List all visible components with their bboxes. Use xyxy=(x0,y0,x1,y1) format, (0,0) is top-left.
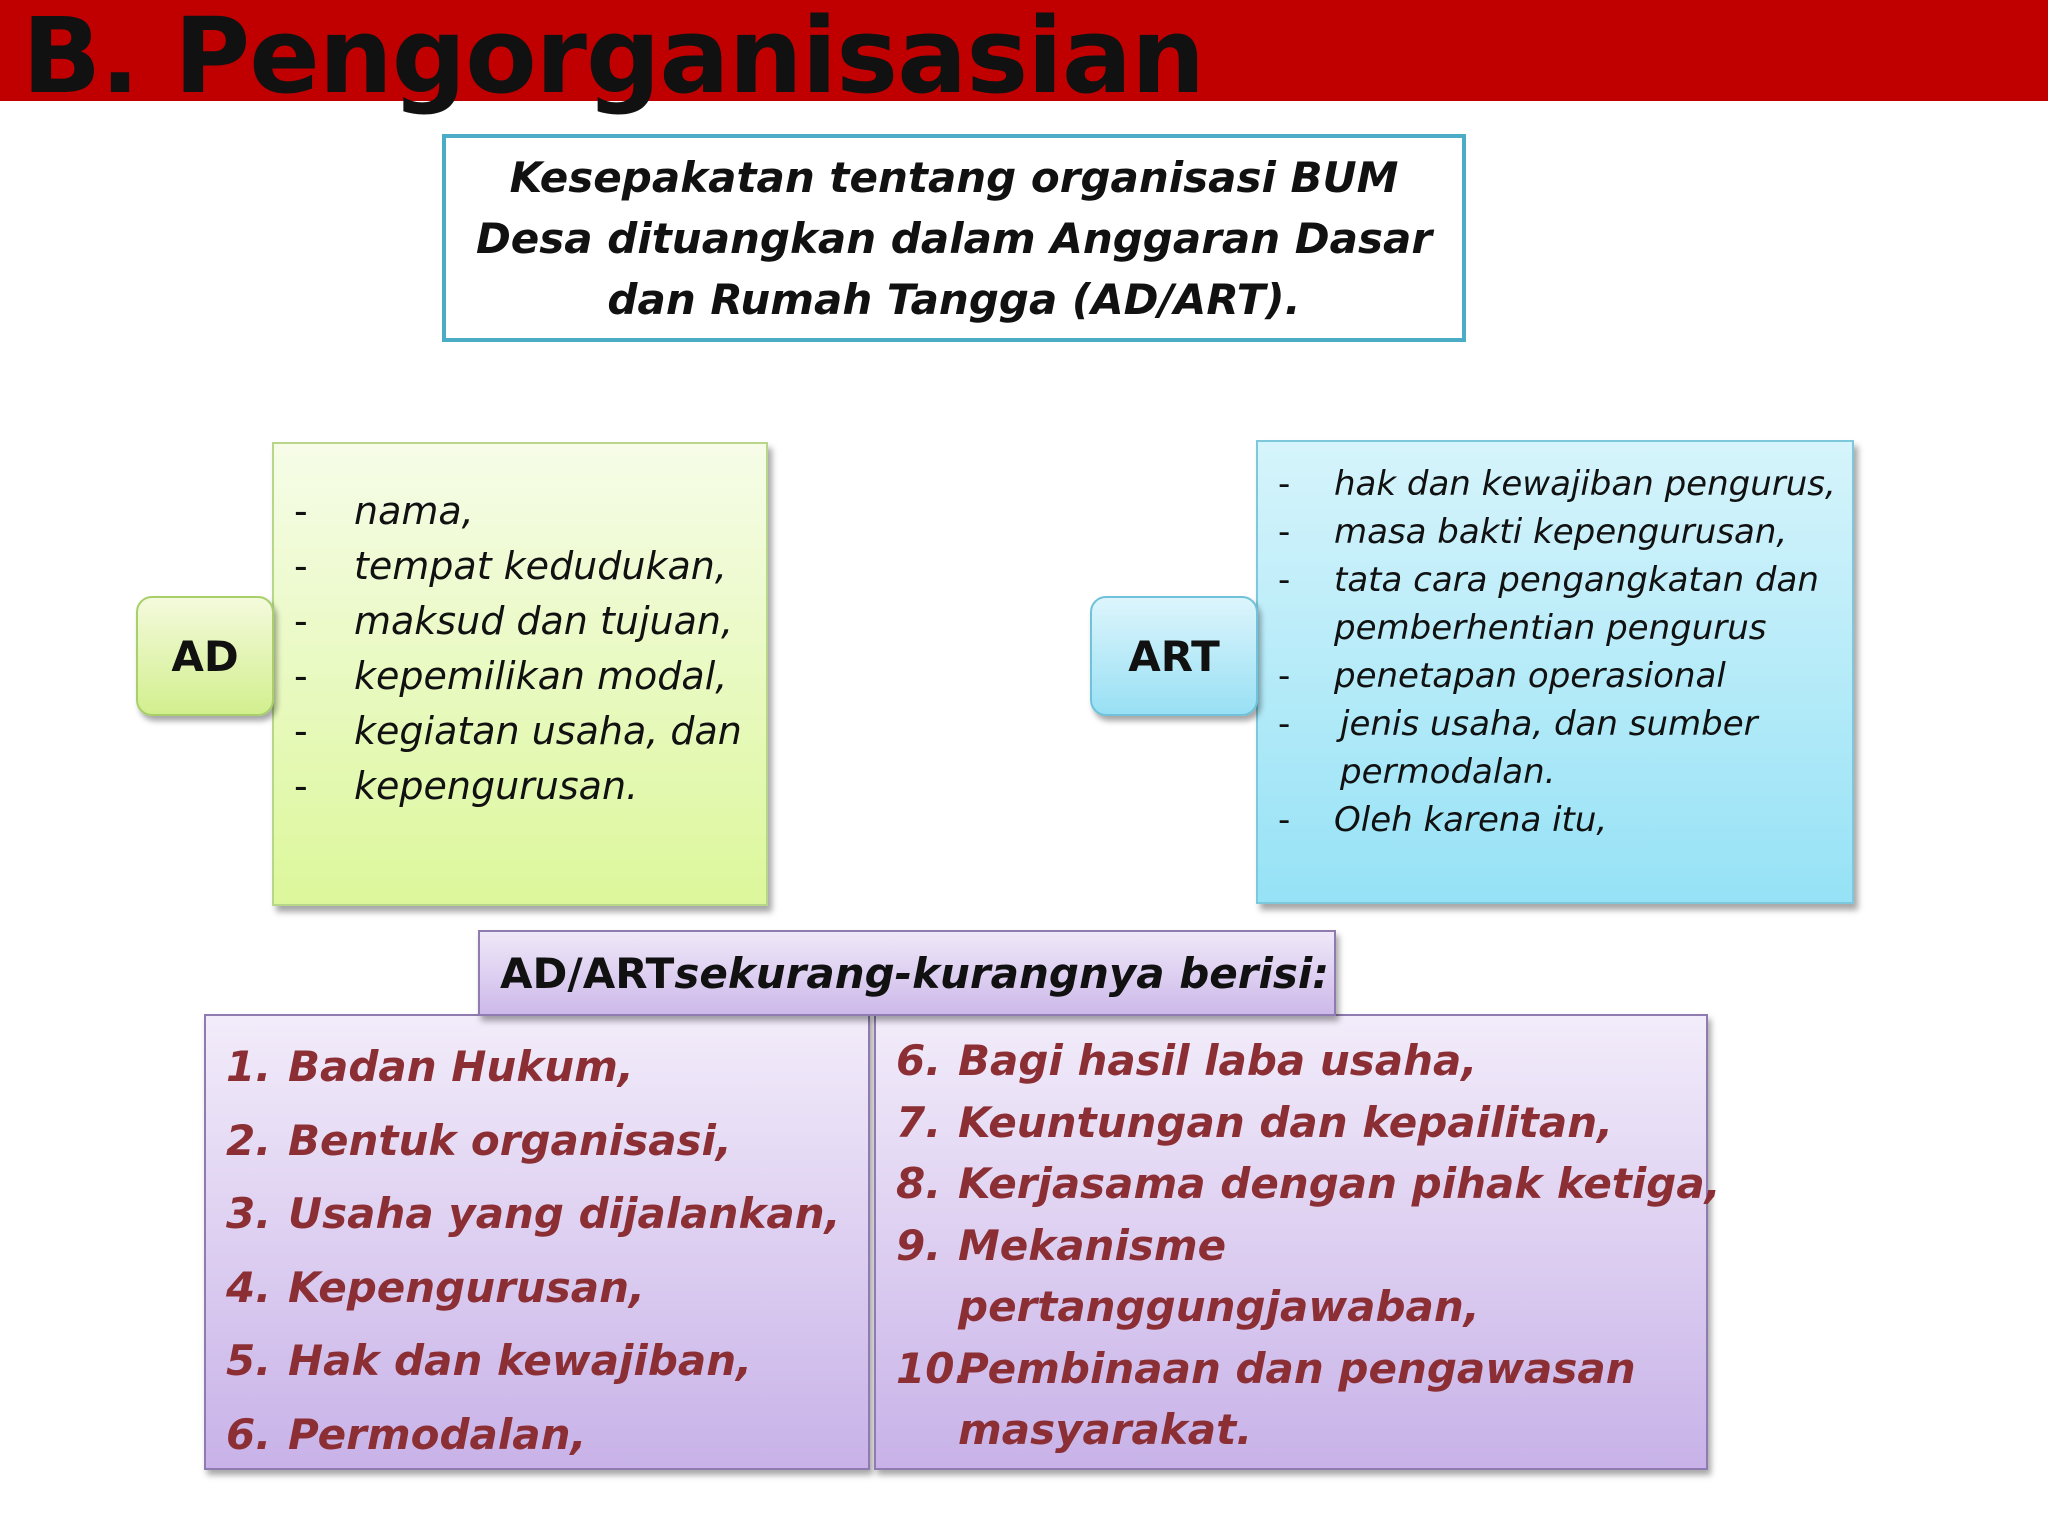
list-item: - kegiatan usaha, dan xyxy=(294,709,742,753)
list-item: - kepengurusan. xyxy=(294,764,639,808)
list-item-continuation: masyarakat. xyxy=(958,1405,1253,1454)
list-item-continuation: pemberhentian pengurus xyxy=(1334,608,1767,648)
list-item: 7. Keuntungan dan kepailitan, xyxy=(896,1097,1614,1147)
intro-box xyxy=(442,134,1466,342)
list-item: 2. Bentuk organisasi, xyxy=(226,1115,732,1165)
contents-left-box xyxy=(204,1014,870,1470)
list-item: - nama, xyxy=(294,489,474,533)
list-item: 9. Mekanisme xyxy=(896,1220,1227,1270)
list-item: - maksud dan tujuan, xyxy=(294,599,734,643)
intro-text: Kesepakatan tentang organisasi BUM Desa dituangkan dalam Anggaran Dasar dan Rumah Tangga (AD/ART). xyxy=(475,152,1433,324)
art-label: ART xyxy=(1090,596,1258,716)
list-item: 1. Badan Hukum, xyxy=(226,1042,634,1091)
contents-right-box xyxy=(874,1014,1721,1470)
contents-heading: AD/ART sekurang-kurangnya berisi: xyxy=(478,930,1336,1016)
list-item: 4. Kepengurusan, xyxy=(226,1262,645,1312)
list-item: - penetapan operasional xyxy=(1278,656,1726,696)
art-panel xyxy=(1256,440,1854,904)
list-item: 8. Kerjasama dengan pihak ketiga, xyxy=(896,1159,1721,1208)
ad-list xyxy=(294,484,764,814)
list-item-continuation: permodalan. xyxy=(1340,752,1556,792)
slide-title: B. Pengorganisasian xyxy=(22,0,1205,117)
list-item: 6. Bagi hasil laba usaha, xyxy=(896,1036,1478,1085)
list-item: - jenis usaha, dan sumber xyxy=(1278,704,1758,744)
list-item: - tata cara pengangkatan dan xyxy=(1278,560,1819,600)
contents-right-list xyxy=(896,1030,1721,1461)
list-item-continuation: pertanggungjawaban, xyxy=(958,1282,1480,1331)
list-item: - kepemilikan modal, xyxy=(294,654,728,698)
list-item: 6. Permodalan, xyxy=(226,1409,587,1459)
list-item: - hak dan kewajiban pengurus, xyxy=(1278,464,1836,504)
contents-left-list xyxy=(226,1030,866,1471)
list-item: 3. Usaha yang dijalankan, xyxy=(226,1189,841,1238)
list-item: 5. Hak dan kewajiban, xyxy=(226,1336,753,1385)
list-item: - masa bakti kepengurusan, xyxy=(1278,512,1788,552)
list-item: - Oleh karena itu, xyxy=(1278,800,1608,840)
art-list xyxy=(1278,460,1848,844)
ad-label: AD xyxy=(136,596,274,716)
ad-panel xyxy=(272,442,768,906)
list-item: 10. Pembinaan dan pengawasan xyxy=(896,1343,1636,1393)
list-item: - tempat kedudukan, xyxy=(294,544,727,588)
